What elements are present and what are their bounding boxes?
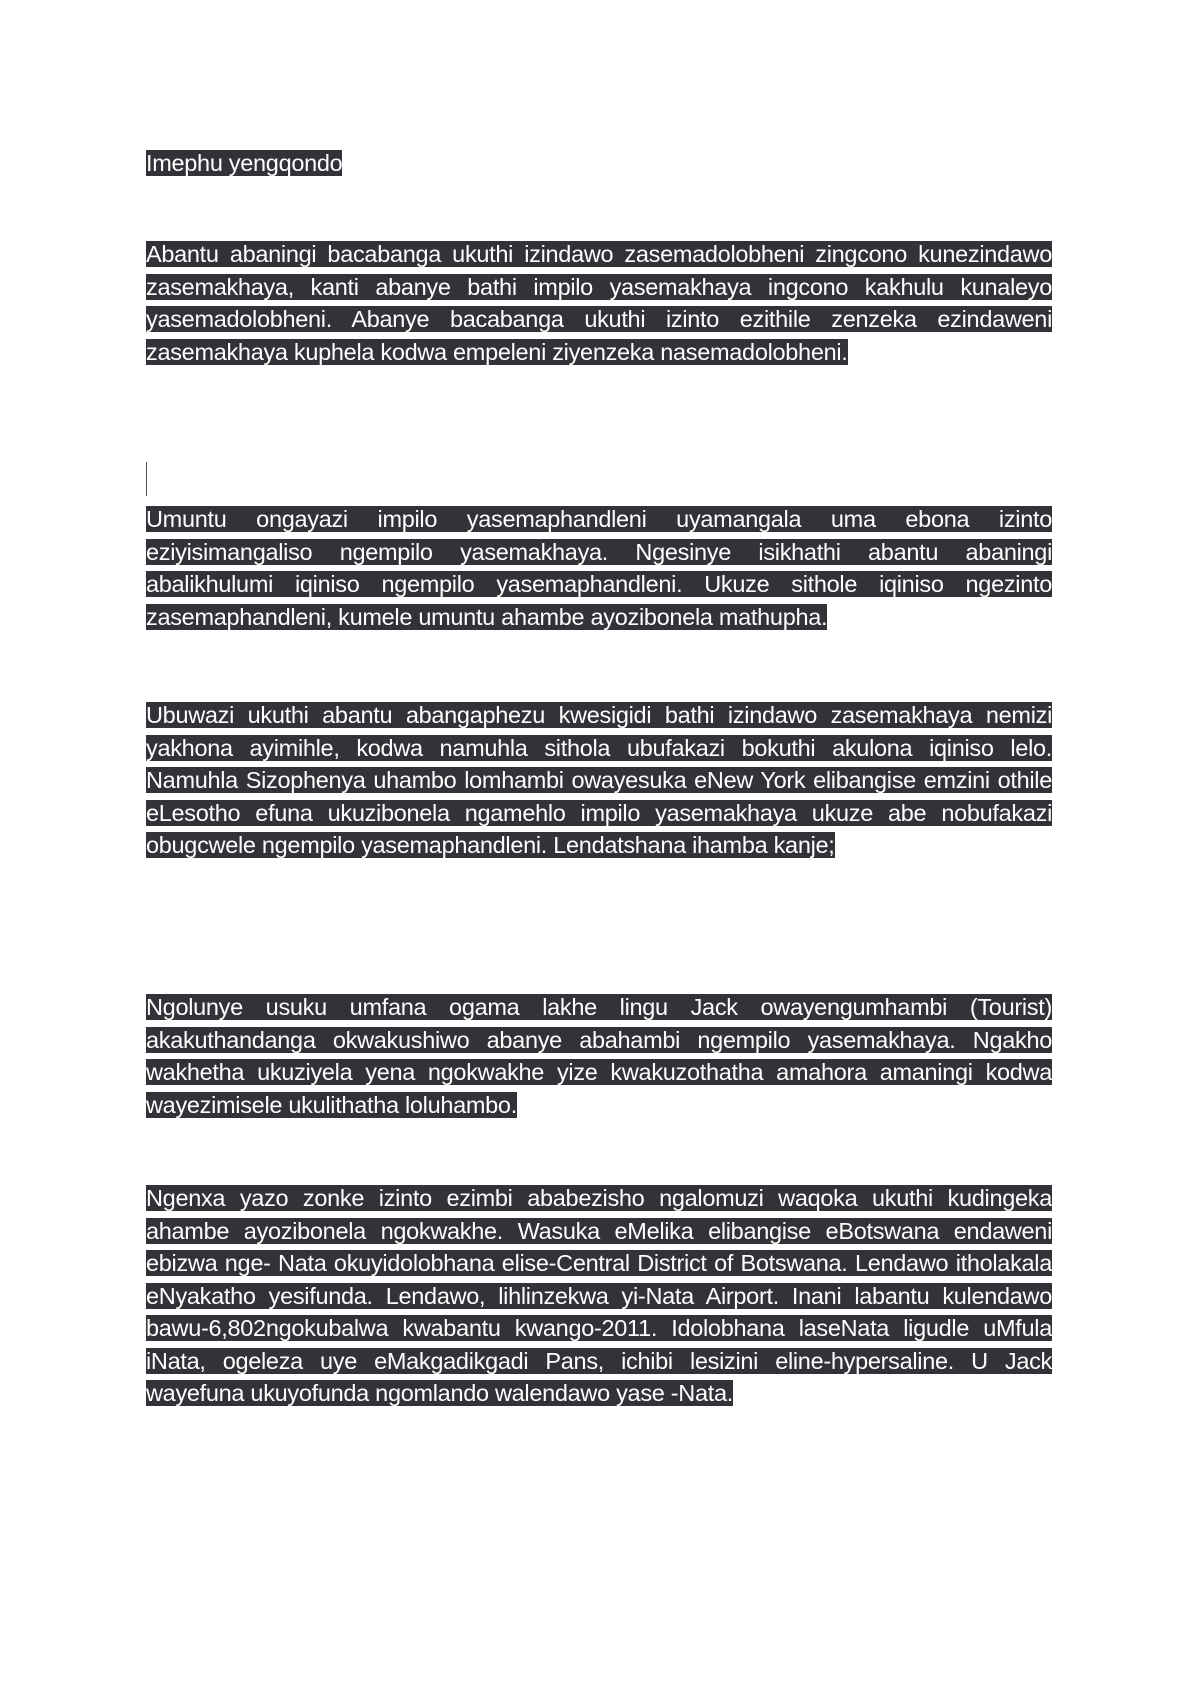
document-title-text: Imephu yengqondo — [146, 150, 343, 176]
paragraph-4[interactable] — [146, 991, 1052, 1121]
paragraph-2[interactable] — [146, 503, 1052, 633]
paragraph-4-text: Ngolunye usuku umfana ogama lakhe lingu Jack owayengumhambi (Tourist) akakuthandanga okwakushiwo abanye abahambi ngempilo yasemakhaya. Ngakho wakhetha ukuziyela yena ngokwakhe yize kwakuzothatha amahora amaningi kodwa wayezimisele ukulithatha loluhambo. — [146, 994, 1052, 1118]
paragraph-1-text: Abantu abaningi bacabanga ukuthi izindawo zasemadolobheni zingcono kunezindawo zasemakhaya, kanti abanye bathi impilo yasemakhaya ingcono kakhulu kunaleyo yasemadolobheni. Abanye bacabanga ukuthi izinto ezithile zenzeka ezindaweni zasemakhaya kuphela kodwa empeleni ziyenzeka nasemadolobheni. — [146, 241, 1052, 365]
document-title[interactable] — [146, 147, 342, 180]
text-cursor — [146, 462, 147, 496]
paragraph-1[interactable] — [146, 238, 1052, 368]
paragraph-2-text: Umuntu ongayazi impilo yasemaphandleni uyamangala uma ebona izinto eziyisimangaliso ngempilo yasemakhaya. Ngesinye isikhathi abantu abaningi abalikhulumi iqiniso ngempilo yasemaphandleni. Ukuze sithole iqiniso ngezinto zasemaphandleni, kumele umuntu ahambe ayozibonela mathupha. — [146, 506, 1052, 630]
paragraph-5[interactable] — [146, 1182, 1052, 1410]
paragraph-5-text: Ngenxa yazo zonke izinto ezimbi ababezisho ngalomuzi waqoka ukuthi kudingeka ahambe ayozibonela ngokwakhe. Wasuka eMelika elibangise eBotswana endaweni ebizwa nge- Nata okuyidolobhana elise-Central District of Botswana. Lendawo itholakala eNyakatho yesifunda. Lendawo, lihlinzekwa yi-Nata Airport. Inani labantu kulendawo bawu-6,802ngokubalwa kwabantu kwango-2011. Idolobhana laseNata ligudle uMfula iNata, ogeleza uye eMakgadikgadi Pans, ichibi lesizini eline-hypersaline. U Jack wayefuna ukuyofunda ngomlando walendawo yase -Nata. — [146, 1185, 1052, 1406]
paragraph-3-text: Ubuwazi ukuthi abantu abangaphezu kwesigidi bathi izindawo zasemakhaya nemizi yakhona ayimihle, kodwa namuhla sithola ubufakazi bokuthi akulona iqiniso lelo. Namuhla Sizophenya uhambo lomhambi owayesuka eNew York elibangise emzini othile eLesotho efuna ukuzibonela ngamehlo impilo yasemakhaya ukuze abe nobufakazi obugcwele ngempilo yasemaphandleni. Lendatshana ihamba kanje; — [146, 702, 1052, 858]
paragraph-3[interactable] — [146, 699, 1052, 862]
